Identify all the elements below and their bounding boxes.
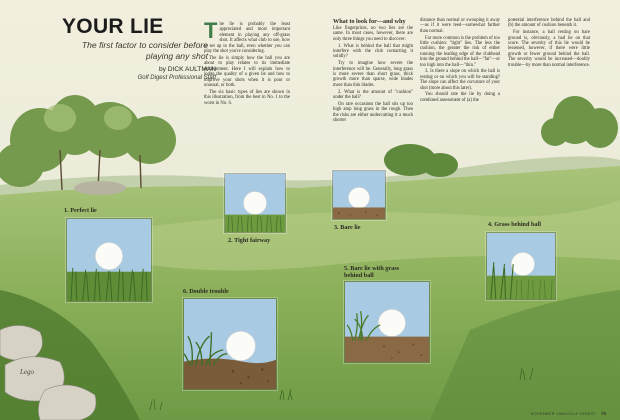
publication-footer: NOVEMBER 1984/GOLF DIGEST [530, 412, 596, 416]
author-role: Golf Digest Professional Staff [137, 75, 216, 81]
body-paragraph: On rare occasions the ball sits up too high atop long grass in the rough. Then the risks are either undercutting it a much shorter [333, 101, 413, 123]
body-column-4 [508, 18, 590, 69]
lie-illustration-perfect [66, 218, 152, 302]
body-paragraph: distance than normal or swooping it away—as if it were teed—somewhat farther than normal. [420, 18, 500, 34]
body-paragraph: Far more common is the problem of too little cushion: "tight" lies. The less the cushion, the greater the risk of either running the leading edge of the clubhead into the ground behind the ball—"fat"—or too high into the ball—"thin." [420, 35, 500, 68]
body-paragraph: For instance, a ball resting on bare ground is, obviously, a bad lie on that score. The severity of this lie would be lessened, however, if there were little growth or fewer ground behind the ball. The severity would be increased—doubly trouble—by more than normal interference. [508, 30, 590, 68]
lie-label-tight-fairway: 2. Tight fairway [228, 237, 271, 244]
body-column-2 [333, 18, 413, 125]
lie-illustration-bare-grass-behind [344, 281, 430, 363]
page-number: 75 [600, 411, 606, 416]
lie-label-perfect: 1. Perfect lie [64, 207, 97, 214]
article-title: YOUR LIE [62, 15, 164, 38]
body-column-3 [420, 18, 500, 105]
lie-illustration-bare [332, 170, 386, 220]
lie-label-double-trouble: 6. Double trouble [183, 288, 229, 295]
artist-signature: Lego [20, 368, 34, 376]
byline [106, 66, 216, 81]
body-paragraph: potential interference behind the ball and (b) the amount of cushion beneath it. [508, 18, 590, 29]
body-paragraph: he lie is probably the least appreciated and most important element in playing any off-grass shot. It affects what club to use, how to set up to the ball, even whether you can play the shot you're considering. [204, 22, 290, 55]
drop-cap: T [204, 18, 218, 43]
lie-label-bare-grass-behind: 5. Bare lie with grass behind ball [344, 265, 400, 279]
lie-illustration-tight-fairway [224, 173, 286, 233]
title-block [62, 16, 208, 61]
body-paragraph: The six basic types of lies are shown in this illustration, from the best in No. 1 to the worst in No. 6. [204, 89, 290, 106]
lie-illustration-grass-behind [486, 232, 556, 300]
lie-illustration-double-trouble [183, 298, 277, 390]
author-name: by DICK AULTMAN [158, 66, 216, 73]
body-paragraph: Like fingerprints, no two lies are the same. In most cases, however, there are only three things you need to discover: [333, 26, 413, 42]
body-paragraph: The lie is simply how the ball you are about to play relates to its immediate environment. Here I will explain how to judge the quality of a given lie and how to improve your shots when it is poor or unusual, or both. [204, 55, 290, 89]
lie-label-bare: 3. Bare lie [334, 224, 361, 231]
body-paragraph: 3. Is there a slope on which the ball is resting or on which you will be standing? The slope can affect the curvature of your shot (more about this later). [420, 69, 500, 91]
lie-label-grass-behind: 4. Grass behind ball [488, 221, 541, 228]
section-heading: What to look for—and why [333, 18, 406, 25]
body-paragraph: Try to imagine how severe the interference will be. Generally, long grass is more severe than short grass, thick growth more than sparse, wide blades more than thin blades. [333, 61, 413, 88]
body-paragraph: 1. What is behind the ball that might interfere with the club contacting it solidly? [333, 43, 413, 60]
body-paragraph: You should rate the lie by doing a combined assessment of (a) the [420, 92, 500, 103]
body-column-1 [204, 18, 290, 107]
article-subtitle: The first factor to consider before playing any shot [81, 40, 208, 61]
body-paragraph: 2. What is the amount of "cushion" under the ball? [333, 89, 413, 100]
